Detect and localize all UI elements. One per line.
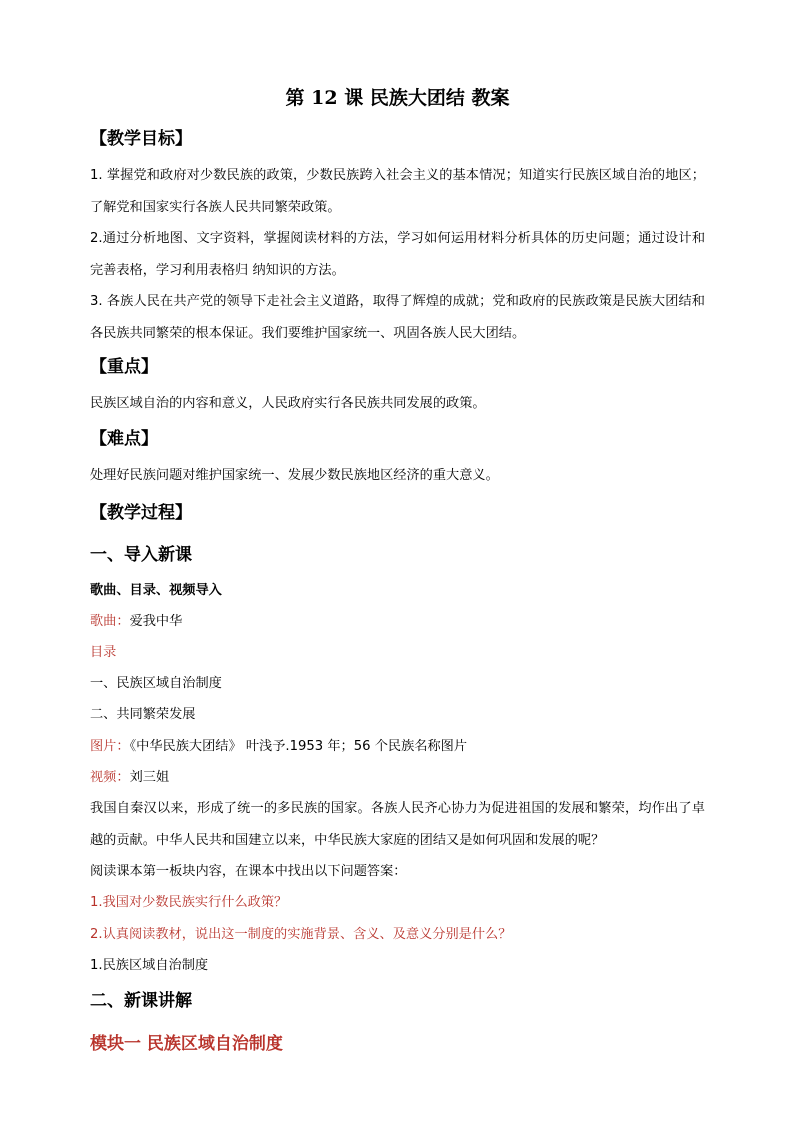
module-1-heading: 模块一 民族区域自治制度	[90, 1034, 283, 1054]
intro-paragraph: 我国自秦汉以来，形成了统一的多民族的国家。各族人民齐心协力为促进祖国的发展和繁荣，均作出了卓越的贡献。中华人民共和国建立以来，中华民族大家庭的团结又是如何巩固和发展的呢？	[90, 801, 705, 848]
image-line	[90, 737, 467, 757]
section-intro-heading: 一、导入新课	[90, 545, 192, 565]
toc-item-1: 一、民族区域自治制度	[90, 676, 222, 691]
difficulties-text: 处理好民族问题对维护国家统一、发展少数民族地区经济的重大意义。	[90, 468, 499, 483]
answer-1: 1.民族区域自治制度	[90, 958, 209, 973]
toc-item-2: 二、共同繁荣发展	[90, 707, 196, 722]
song-line	[90, 612, 182, 632]
objective-1: 1. 掌握党和政府对少数民族的政策，少数民族跨入社会主义的基本情况；知道实行民族区域自治的地区；了解党和国家实行各族人民共同繁荣政策。	[90, 168, 705, 215]
page-title: 第 12 课 民族大团结 教案	[285, 87, 510, 109]
song-label: 歌曲：	[90, 614, 130, 629]
read-prompt: 阅读课本第一板块内容，在课本中找出以下问题答案：	[90, 864, 407, 879]
intro-methods: 歌曲、目录、视频导入	[90, 583, 222, 598]
video-label: 视频：	[90, 770, 130, 785]
key-points-text: 民族区域自治的内容和意义，人民政府实行各民族共同发展的政策。	[90, 396, 486, 411]
section-lecture-heading: 二、新课讲解	[90, 991, 192, 1011]
heading-process: 【教学过程】	[90, 503, 192, 523]
image-label: 图片：	[90, 739, 130, 754]
objective-3: 3. 各族人民在共产党的领导下走社会主义道路，取得了辉煌的成就；党和政府的民族政策是民族大团结和各民族共同繁荣的根本保证。我们要维护国家统一、巩固各族人民大团结。	[90, 294, 705, 341]
video-line	[90, 768, 169, 788]
question-1: 1.我国对少数民族实行什么政策？	[90, 895, 288, 910]
toc-label: 目录	[90, 645, 117, 660]
heading-key-points: 【重点】	[90, 357, 158, 377]
heading-difficulties: 【难点】	[90, 429, 158, 449]
image-value: 《中华民族大团结》 叶浅予.1953 年；56 个民族名称图片	[129, 739, 468, 754]
heading-objectives: 【教学目标】	[90, 129, 192, 149]
video-value: 刘三姐	[129, 770, 170, 785]
question-2: 2.认真阅读教材，说出这一制度的实施背景、含义、及意义分别是什么？	[90, 927, 512, 942]
objective-2: 2.通过分析地图、文字资料，掌握阅读材料的方法，学习如何运用材料分析具体的历史问题；通过设计和完善表格，学习利用表格归 纳知识的方法。	[90, 231, 705, 278]
song-value: 爱我中华	[129, 614, 183, 629]
